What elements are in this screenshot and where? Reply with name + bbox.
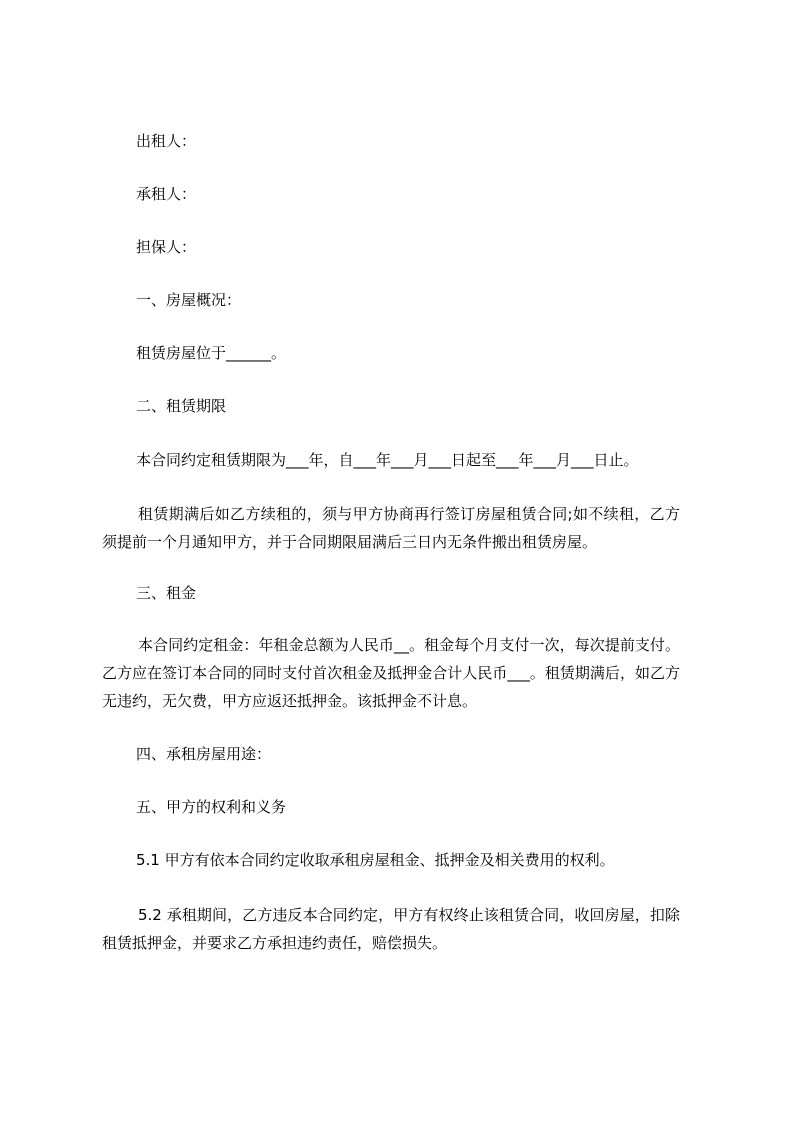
clause-5-2: 5.2 承租期间，乙方违反本合同约定，甲方有权终止该租赁合同，收回房屋，扣除租赁抵押金，并要求乙方承担违约责任，赔偿损失。 [102,906,680,952]
rent-clause: 本合同约定租金：年租金总额为人民币__。租金每个月支付一次，每次提前支付。乙方应在签订本合同的同时支付首次租金及抵押金合计人民币___。租赁期满后，如乙方无违约，无欠费，甲方应返还抵押金。该抵押金不计息。 [102,636,680,710]
section-3-heading: 三、租金 [136,584,197,602]
section-1-heading: 一、房屋概况： [136,291,242,309]
guarantor-label: 担保人： [136,238,197,256]
property-location: 租赁房屋位于______。 [136,344,287,362]
section-2-heading: 二、租赁期限 [136,397,227,415]
lease-renewal-clause: 租赁期满后如乙方续租的，须与甲方协商再行签订房屋租赁合同;如不续租，乙方须提前一个月通知甲方，并于合同期限届满后三日内无条件搬出租赁房屋。 [102,505,680,551]
section-4-heading: 四、承租房屋用途： [136,745,272,763]
lessor-label: 出租人： [136,132,197,150]
clause-5-1: 5.1 甲方有依本合同约定收取承租房屋租金、抵押金及相关费用的权利。 [136,851,615,869]
lease-term-clause: 本合同约定租赁期限为___年，自___年___月___日起至___年___月___日止。 [136,451,639,469]
section-5-heading: 五、甲方的权利和义务 [136,798,287,816]
lessee-label: 承租人： [136,185,197,203]
